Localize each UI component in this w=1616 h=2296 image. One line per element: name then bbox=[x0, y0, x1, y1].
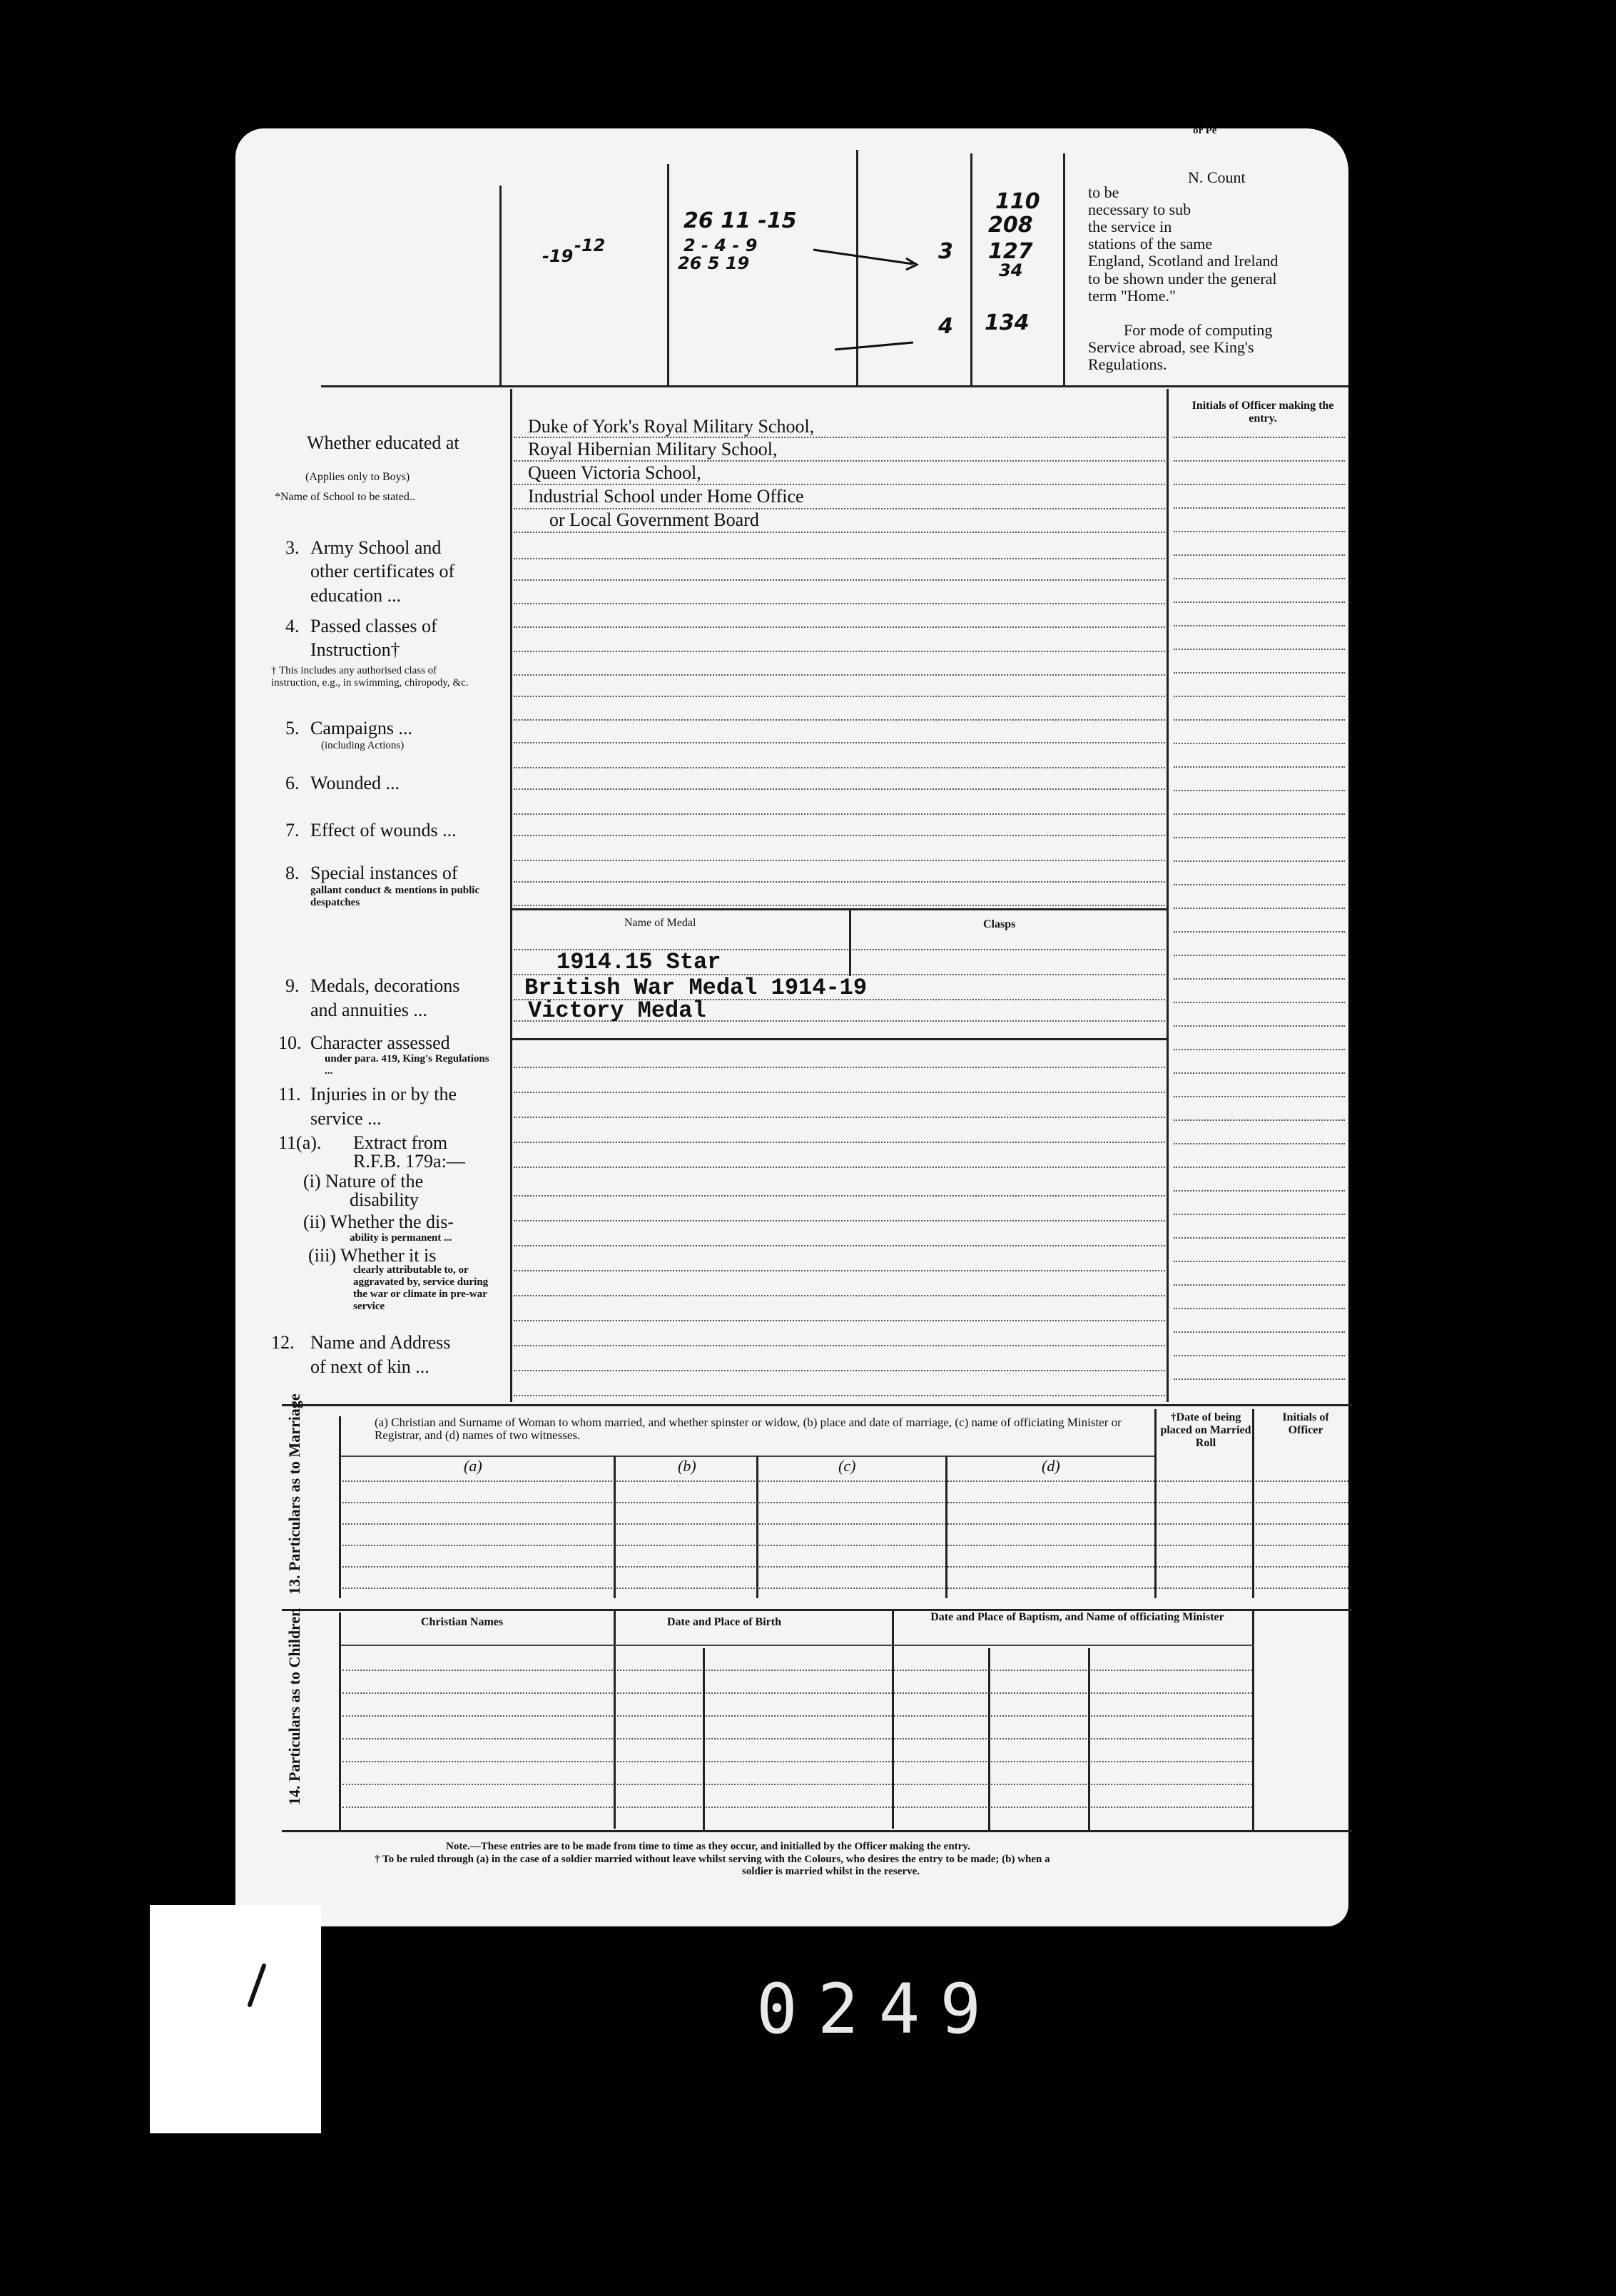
medal-entry: British War Medal 1914-19 bbox=[524, 975, 868, 1001]
ruled-line bbox=[342, 1738, 1252, 1739]
item-2-note: (Applies only to Boys) bbox=[305, 471, 410, 483]
ruled-line bbox=[514, 1370, 1165, 1371]
years-count: 4 bbox=[938, 314, 953, 339]
school-option: Industrial School under Home Office bbox=[528, 486, 804, 507]
children-col-names: Christian Names bbox=[421, 1616, 504, 1628]
reference-card bbox=[150, 1905, 321, 2133]
ruled-line bbox=[1174, 601, 1345, 603]
ruled-line bbox=[1174, 1355, 1345, 1356]
item-11a-label: R.F.B. 179a:— bbox=[353, 1151, 465, 1172]
ruled-line bbox=[1174, 908, 1345, 909]
item-9-number: 9. bbox=[285, 975, 300, 996]
ruled-line bbox=[1174, 437, 1345, 438]
ruled-line bbox=[514, 603, 1165, 604]
note-fragment: or Pe bbox=[1193, 125, 1217, 136]
ruled-line bbox=[1174, 554, 1345, 556]
item-11-label: service ... bbox=[310, 1108, 382, 1129]
ruled-line bbox=[514, 835, 1165, 836]
ruled-line bbox=[342, 1588, 1348, 1589]
ruled-line bbox=[514, 1195, 1165, 1197]
ruled-line bbox=[1174, 1378, 1345, 1380]
ruled-line bbox=[1174, 1261, 1345, 1262]
item-4-label: Passed classes of bbox=[310, 616, 437, 636]
item-10-note: under para. 419, King's Regulations ... bbox=[325, 1053, 489, 1077]
ruled-line bbox=[1174, 1002, 1345, 1003]
years-count: 3 bbox=[938, 239, 953, 264]
marriage-header: (a) Christian and Surname of Woman to whom married, and whether spinster or widow, (b) place and date of marriage, (c) name of officiating Minister or Registrar, and (d) names of two witnesses. bbox=[375, 1416, 1122, 1442]
ruled-line bbox=[1174, 931, 1345, 933]
children-col-divider bbox=[703, 1648, 705, 1830]
children-bottom-rule bbox=[282, 1830, 1352, 1832]
day-count: 208 bbox=[988, 213, 1033, 238]
medals-column-divider bbox=[849, 908, 851, 976]
ruled-line bbox=[1174, 578, 1345, 579]
record-page bbox=[235, 128, 1348, 1926]
top-table-bottom-rule bbox=[321, 385, 1348, 387]
item-9-label: and annuities ... bbox=[310, 1000, 427, 1020]
item-8-note: gallant conduct & mentions in public despatches bbox=[310, 885, 480, 908]
item-5-label: Campaigns ... bbox=[310, 718, 412, 738]
item-4-note: † This includes any authorised class of instruction, e.g., in swimming, chiropody, &c. bbox=[271, 665, 469, 689]
item-11-number: 11. bbox=[278, 1084, 301, 1104]
service-fragment: -12 bbox=[574, 235, 606, 255]
ruled-line bbox=[1174, 884, 1345, 885]
ruled-line bbox=[514, 1092, 1165, 1093]
ruled-line bbox=[342, 1715, 1252, 1717]
item-2-note: *Name of School to be stated.. bbox=[275, 491, 415, 503]
ruled-line bbox=[1174, 860, 1345, 862]
item-11a-number: 11(a). bbox=[278, 1132, 322, 1153]
note-line: the service in bbox=[1088, 218, 1172, 235]
item-11a-ii: (ii) Whether the dis- bbox=[303, 1212, 454, 1232]
ruled-line bbox=[514, 742, 1165, 743]
footer-note: † To be ruled through (a) in the case of a soldier married without leave whilst serving with the Colours, who desires the entry to be made; (b) when a bbox=[375, 1854, 1050, 1865]
item-3-label: Army School and bbox=[310, 537, 442, 558]
initials-header: Initials of Officer making the entry. bbox=[1191, 400, 1334, 425]
medals-bottom-rule bbox=[512, 1038, 1169, 1040]
ruled-line bbox=[514, 881, 1165, 883]
children-col-divider bbox=[988, 1648, 990, 1830]
marriage-left-rule bbox=[339, 1416, 341, 1598]
item-11-label: Injuries in or by the bbox=[310, 1084, 457, 1104]
ruled-line bbox=[1174, 837, 1345, 838]
item-7-number: 7. bbox=[285, 820, 300, 840]
item-3-number: 3. bbox=[285, 537, 300, 558]
note-line: term "Home." bbox=[1088, 287, 1177, 305]
ruled-line bbox=[514, 767, 1165, 768]
school-option: Queen Victoria School, bbox=[528, 462, 701, 483]
ruled-line bbox=[514, 1142, 1165, 1143]
ruled-line bbox=[342, 1761, 1252, 1762]
item-11a-iii-note: clearly attributable to, or aggravated by, service during the war or climate in pre-war service bbox=[353, 1264, 489, 1312]
ruled-line bbox=[1174, 1049, 1345, 1050]
top-table-divider bbox=[667, 164, 669, 385]
ruled-line bbox=[342, 1523, 1348, 1525]
ruled-line bbox=[342, 1670, 1252, 1671]
ruled-line bbox=[514, 1345, 1165, 1346]
school-option: Royal Hibernian Military School, bbox=[528, 439, 778, 459]
ruled-line bbox=[1174, 625, 1345, 626]
ruled-line bbox=[1174, 507, 1345, 509]
ruled-line bbox=[1174, 790, 1345, 791]
day-count: 127 bbox=[988, 239, 1033, 264]
ruled-line bbox=[1174, 1331, 1345, 1333]
ruled-line bbox=[1174, 1190, 1345, 1192]
ruled-line bbox=[1174, 1214, 1345, 1215]
medals-col-clasps: Clasps bbox=[983, 918, 1016, 930]
service-fragment: -19 bbox=[542, 246, 574, 266]
item-12-label: of next of kin ... bbox=[310, 1356, 430, 1377]
note-line: to be shown under the general bbox=[1088, 270, 1277, 288]
ruled-line bbox=[1174, 719, 1345, 721]
pencil-mark-icon bbox=[150, 1905, 321, 2133]
service-date: 2 - 4 - 9 bbox=[684, 235, 758, 255]
item-5-note: (including Actions) bbox=[321, 740, 405, 751]
day-count: 34 bbox=[999, 260, 1023, 280]
ruled-line bbox=[1174, 1308, 1345, 1309]
ruled-line bbox=[514, 626, 1165, 628]
day-count: 134 bbox=[985, 310, 1030, 335]
note-line: to be bbox=[1088, 183, 1119, 201]
item-10-label: Character assessed bbox=[310, 1032, 450, 1053]
item-8-label: Special instances of bbox=[310, 863, 458, 883]
children-col-divider bbox=[614, 1611, 616, 1829]
ruled-line bbox=[1174, 743, 1345, 744]
top-table-divider bbox=[1063, 153, 1065, 385]
ruled-line bbox=[514, 651, 1165, 652]
item-6-label: Wounded ... bbox=[310, 773, 400, 793]
medals-top-rule bbox=[512, 908, 1169, 910]
service-date: 26 11 -15 bbox=[684, 208, 797, 233]
ruled-line bbox=[514, 558, 1165, 559]
ruled-line bbox=[342, 1566, 1348, 1568]
top-table-divider bbox=[499, 186, 502, 385]
ruled-line bbox=[514, 1245, 1165, 1246]
children-col-divider bbox=[1088, 1648, 1090, 1830]
ruled-line bbox=[1174, 766, 1345, 768]
ruled-line bbox=[514, 813, 1165, 815]
ruled-line bbox=[1174, 1119, 1345, 1121]
item-11a-ii-note: ability is permanent ... bbox=[350, 1232, 452, 1244]
ruled-line bbox=[514, 905, 1165, 906]
ruled-line bbox=[514, 1270, 1165, 1271]
footer-note: soldier is married whilst in the reserve. bbox=[742, 1866, 920, 1877]
ruled-line bbox=[342, 1502, 1348, 1503]
marriage-col-divider bbox=[614, 1456, 616, 1598]
item-11a-i: (i) Nature of the bbox=[303, 1171, 424, 1192]
ruled-line bbox=[342, 1784, 1252, 1785]
ruled-line bbox=[1174, 484, 1345, 485]
ruled-line bbox=[514, 532, 1165, 533]
marriage-col-a: (a) bbox=[464, 1457, 482, 1475]
marriage-col-d: (d) bbox=[1042, 1457, 1060, 1475]
main-grid-left-rule bbox=[510, 389, 512, 1402]
ruled-line bbox=[1174, 649, 1345, 650]
ruled-line bbox=[514, 860, 1165, 861]
frame-number: 0249 bbox=[756, 1969, 1002, 2049]
marriage-col-initials: Initials of Officer bbox=[1282, 1411, 1329, 1436]
note-line: England, Scotland and Ireland bbox=[1088, 252, 1279, 270]
item-12-number: 12. bbox=[271, 1332, 295, 1353]
item-2-label: Whether educated at bbox=[307, 432, 459, 453]
marriage-divider bbox=[1252, 1409, 1254, 1598]
item-12-label: Name and Address bbox=[310, 1332, 451, 1353]
marriage-divider bbox=[1154, 1409, 1157, 1598]
ruled-line bbox=[514, 1067, 1165, 1068]
ruled-line bbox=[514, 674, 1165, 676]
ruled-line bbox=[1174, 1072, 1345, 1074]
day-count: 110 bbox=[995, 189, 1040, 214]
item-11a-label: Extract from bbox=[353, 1132, 448, 1153]
ruled-line bbox=[514, 1395, 1165, 1396]
school-option: or Local Government Board bbox=[549, 509, 759, 530]
ruled-line bbox=[1174, 978, 1345, 980]
ruled-line bbox=[342, 1692, 1252, 1694]
item-3-label: other certificates of bbox=[310, 561, 455, 581]
medal-entry: 1914.15 Star bbox=[557, 949, 721, 975]
item-11a-i: disability bbox=[350, 1189, 419, 1210]
marriage-top-rule bbox=[282, 1404, 1352, 1406]
main-grid-right-rule bbox=[1167, 389, 1169, 1402]
marriage-section-label: 13. Particulars as to Marriage bbox=[285, 1393, 303, 1595]
ruled-line bbox=[1174, 672, 1345, 674]
item-5-number: 5. bbox=[285, 718, 300, 738]
ruled-line bbox=[514, 696, 1165, 697]
item-10-number: 10. bbox=[278, 1032, 302, 1053]
school-option: Duke of York's Royal Military School, bbox=[528, 416, 815, 437]
ruled-line bbox=[342, 1807, 1252, 1808]
ruled-line bbox=[1174, 531, 1345, 532]
ruled-line bbox=[1174, 1237, 1345, 1239]
note-line: Regulations. bbox=[1088, 355, 1167, 373]
item-8-number: 8. bbox=[285, 863, 300, 883]
ruled-line bbox=[514, 1167, 1165, 1168]
children-section-label: 14. Particulars as to Children bbox=[285, 1607, 303, 1805]
ruled-line bbox=[1174, 460, 1345, 462]
service-date: 26 5 19 bbox=[678, 253, 750, 273]
ruled-line bbox=[514, 719, 1165, 721]
item-11a-iii: (iii) Whether it is bbox=[308, 1245, 437, 1266]
item-9-label: Medals, decorations bbox=[310, 975, 460, 996]
marriage-col-b: (b) bbox=[678, 1457, 696, 1475]
item-4-number: 4. bbox=[285, 616, 300, 636]
item-6-number: 6. bbox=[285, 773, 300, 793]
ruled-line bbox=[1174, 1096, 1345, 1097]
footer-note: Note.—These entries are to be made from time to time as they occur, and initialled by the Officer making the entry. bbox=[446, 1841, 970, 1852]
children-right-rule bbox=[1252, 1609, 1254, 1830]
ruled-line bbox=[342, 1480, 1348, 1482]
children-col-divider bbox=[892, 1611, 894, 1829]
marriage-subheader-rule bbox=[341, 1456, 1154, 1457]
medals-col-name: Name of Medal bbox=[624, 917, 696, 929]
ruled-line bbox=[514, 1295, 1165, 1296]
ruled-line bbox=[1174, 1167, 1345, 1168]
ruled-line bbox=[1174, 1143, 1345, 1144]
ruled-line bbox=[342, 1545, 1348, 1546]
ruled-line bbox=[1174, 1284, 1345, 1286]
marriage-col-date: †Date of being placed on Married Roll bbox=[1160, 1411, 1251, 1449]
ruled-line bbox=[1174, 1025, 1345, 1027]
ruled-line bbox=[514, 579, 1165, 581]
ruled-line bbox=[514, 1117, 1165, 1118]
children-col-baptism: Date and Place of Baptism, and Name of officiating Minister bbox=[930, 1611, 1224, 1623]
ruled-line bbox=[514, 1220, 1165, 1221]
item-7-label: Effect of wounds ... bbox=[310, 820, 457, 840]
ruled-line bbox=[514, 1320, 1165, 1321]
item-3-label: education ... bbox=[310, 585, 402, 606]
note-line: necessary to sub bbox=[1088, 200, 1191, 218]
medal-entry: Victory Medal bbox=[528, 997, 706, 1024]
ruled-line bbox=[1174, 696, 1345, 697]
marriage-col-c: (c) bbox=[838, 1457, 856, 1475]
children-col-birth: Date and Place of Birth bbox=[667, 1616, 781, 1628]
children-header-rule bbox=[341, 1645, 1254, 1646]
note-line: stations of the same bbox=[1088, 235, 1213, 253]
item-4-label: Instruction† bbox=[310, 639, 400, 660]
marriage-col-divider bbox=[945, 1456, 947, 1598]
top-table-divider bbox=[970, 153, 972, 385]
note-line: Service abroad, see King's bbox=[1088, 338, 1254, 356]
ruled-line bbox=[1174, 813, 1345, 815]
ruled-line bbox=[514, 788, 1165, 790]
note-line: N. Count bbox=[1188, 168, 1246, 186]
ruled-line bbox=[1174, 955, 1345, 956]
note-line: For mode of computing bbox=[1124, 321, 1273, 339]
marriage-col-divider bbox=[756, 1456, 758, 1598]
